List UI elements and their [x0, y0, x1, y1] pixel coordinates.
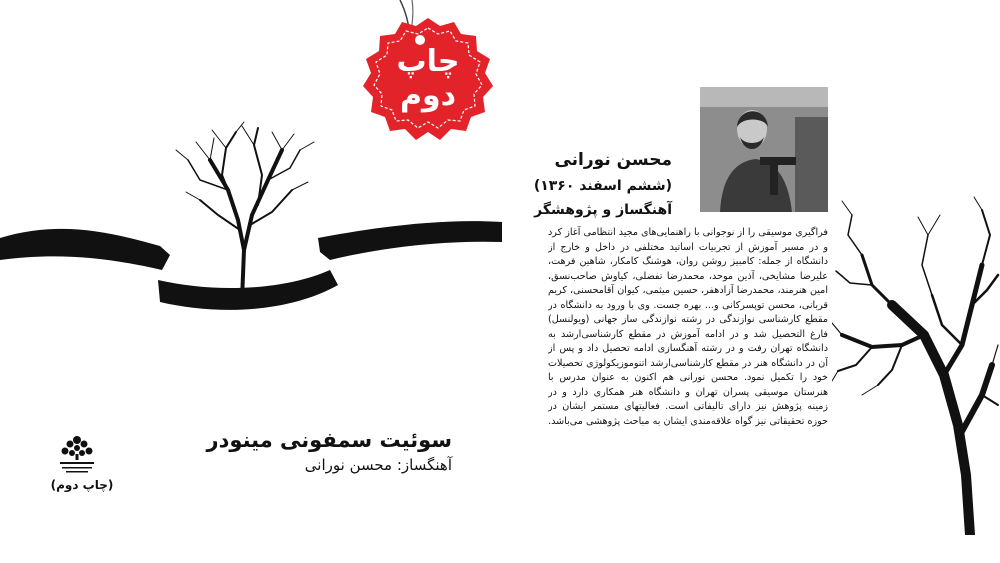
- publisher-logo-icon: [52, 430, 102, 475]
- tree-ribbon-artwork: [0, 120, 520, 320]
- author-birthdate: (ششم اسفند ۱۳۶۰): [533, 178, 672, 194]
- author-name: محسن نورانی: [554, 150, 672, 170]
- author-biography: فراگیری موسیقی را از نوجوانی با راهنمایی‌های مجید انتظامی آغاز کرد و در مسیر آموزش از تجربیات اساتید مختلفی در داخل و خارج از دانشگاه از جمله: کامبیز روشن روان، هوشنگ کامکار، شاهین فرهت، علیرضا مشایخی، آذین موحد، محمدرضا تفضلی، کیاوش صاحب‌نسق، امین هنرمند، محمدرضا آزادهفر، حسین میثمی، کیوان آقامحسنی، کریم قربانی، محسن توپسرکانی و... بهره جست. وی با ورود به دانشگاه در مقطع کارشناسی نوازندگی در رشته نوازندگی ساز جهانی (ویولنسل) فارغ التحصیل شد و در ادامه آموزش در مقطع کارشناسی‌ارشد به دانشگاه تهران رفت و در رشته آهنگسازی ادامه تحصیل داد و پس از آن در دانشگاه هنر در مقطع کارشناسی‌ارشد اتنوموزیکولوژی تحصیلات خود را تکمیل نمود. محسن نورانی هم اکنون به عنوان مدرس با هنرستان موسیقی پسران تهران و دانشگاه هنر همکاری دارد و در زمینه پژوهش نیز دارای تالیفاتی است. فعالیتهای مستمر ایشان در حوزه تحقیقاتی نیز گواه علاقه‌مندی ایشان به مباحث پژوهشی می‌باشد.: [548, 227, 828, 427]
- author-role: آهنگساز و پژوهشگر: [534, 202, 672, 218]
- bare-tree-illustration: [832, 195, 1000, 535]
- book-composer: آهنگساز: محسن نورانی: [304, 456, 452, 474]
- edition-note: (چاپ دوم): [50, 478, 114, 492]
- badge-line-1: چاپ: [396, 44, 460, 79]
- book-title: سوئیت سمفونی مینودر: [206, 428, 452, 452]
- author-photo: [700, 87, 828, 212]
- badge-line-2: دوم: [399, 78, 457, 113]
